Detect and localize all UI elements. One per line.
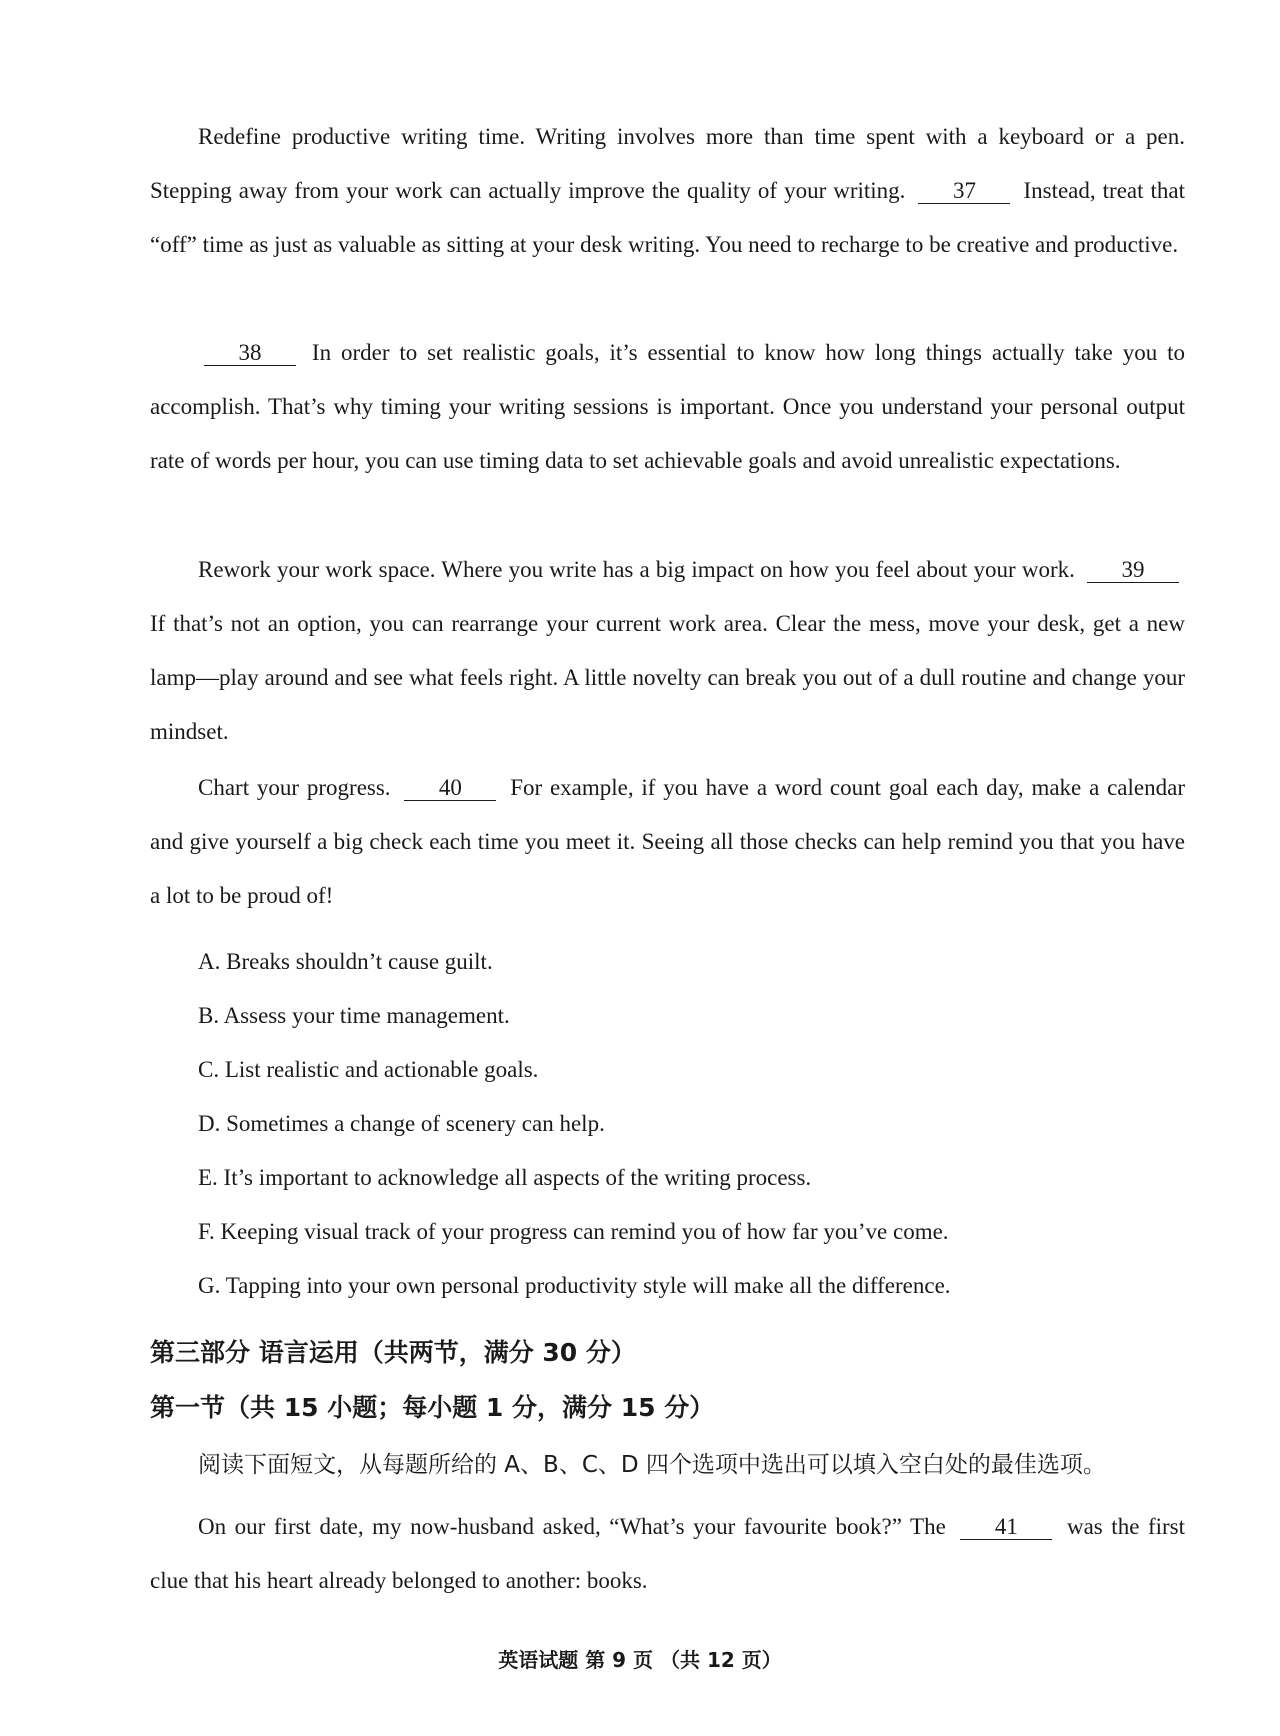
- option-e: E. It’s important to acknowledge all aspects of the writing process.: [198, 1165, 812, 1190]
- paragraph-text: was the first clue that his heart already belonged to another: books.: [150, 1514, 1186, 1593]
- paragraph-39: [150, 543, 1185, 759]
- blank-37: 37: [918, 179, 1010, 204]
- paragraph-text: Rework your work space. Where you write has a big impact on how you feel about your work.: [198, 557, 1075, 582]
- option-a: A. Breaks shouldn’t cause guilt.: [198, 949, 493, 974]
- option-g: G. Tapping into your own personal productivity style will make all the difference.: [198, 1273, 951, 1298]
- section-subheading: 第一节（共 15 小题；每小题 1 分，满分 15 分）: [150, 1393, 715, 1422]
- paragraph-text: For example, if you have a word count goal each day, make a calendar and give yourself a big check each time you meet it. Seeing all those checks can help remind you that you have a lot to be proud of!: [150, 775, 1185, 908]
- option-c: C. List realistic and actionable goals.: [198, 1057, 539, 1082]
- paragraph-text: In order to set realistic goals, it’s essential to know how long things actually take you to accomplish. That’s why timing your writing sessions is important. Once you understand your personal output rate of words per hour, you can use timing data to set achievable goals and avoid unrealistic expectations.: [150, 340, 1186, 473]
- blank-39: 39: [1087, 558, 1179, 583]
- paragraph-38: [150, 326, 1185, 488]
- paragraph-40: [150, 761, 1185, 923]
- page-footer: 英语试题 第 9 页 （共 12 页）: [498, 1648, 782, 1672]
- answer-options: [198, 935, 1178, 1313]
- paragraph-text: If that’s not an option, you can rearrange your current work area. Clear the mess, move your desk, get a new lamp—play around and see what feels right. A little novelty can break you out of a dull routine and change your mindset.: [150, 611, 1185, 744]
- paragraph-text: Instead, treat that “off” time as just as valuable as sitting at your desk writing. You need to recharge to be creative and productive.: [150, 178, 1186, 257]
- paragraph-37: [150, 110, 1185, 272]
- cloze-paragraph: [150, 1500, 1185, 1608]
- blank-41: 41: [960, 1515, 1052, 1540]
- blank-38: 38: [204, 341, 296, 366]
- blank-40: 40: [404, 776, 496, 801]
- option-d: D. Sometimes a change of scenery can help.: [198, 1111, 605, 1136]
- option-b: B. Assess your time management.: [198, 1003, 510, 1028]
- section-instruction: 阅读下面短文，从每题所给的 A、B、C、D 四个选项中选出可以填入空白处的最佳选项。: [198, 1452, 1106, 1478]
- paragraph-text: Redefine productive writing time. Writing involves more than time spent with a keyboard or a pen. Stepping away from your work can actually improve the quality of your writing.: [150, 124, 1185, 203]
- paragraph-text: Chart your progress.: [198, 775, 391, 800]
- paragraph-text: On our first date, my now-husband asked, “What’s your favourite book?” The: [198, 1514, 946, 1539]
- option-f: F. Keeping visual track of your progress can remind you of how far you’ve come.: [198, 1219, 949, 1244]
- section-heading: 第三部分 语言运用（共两节，满分 30 分）: [150, 1338, 636, 1367]
